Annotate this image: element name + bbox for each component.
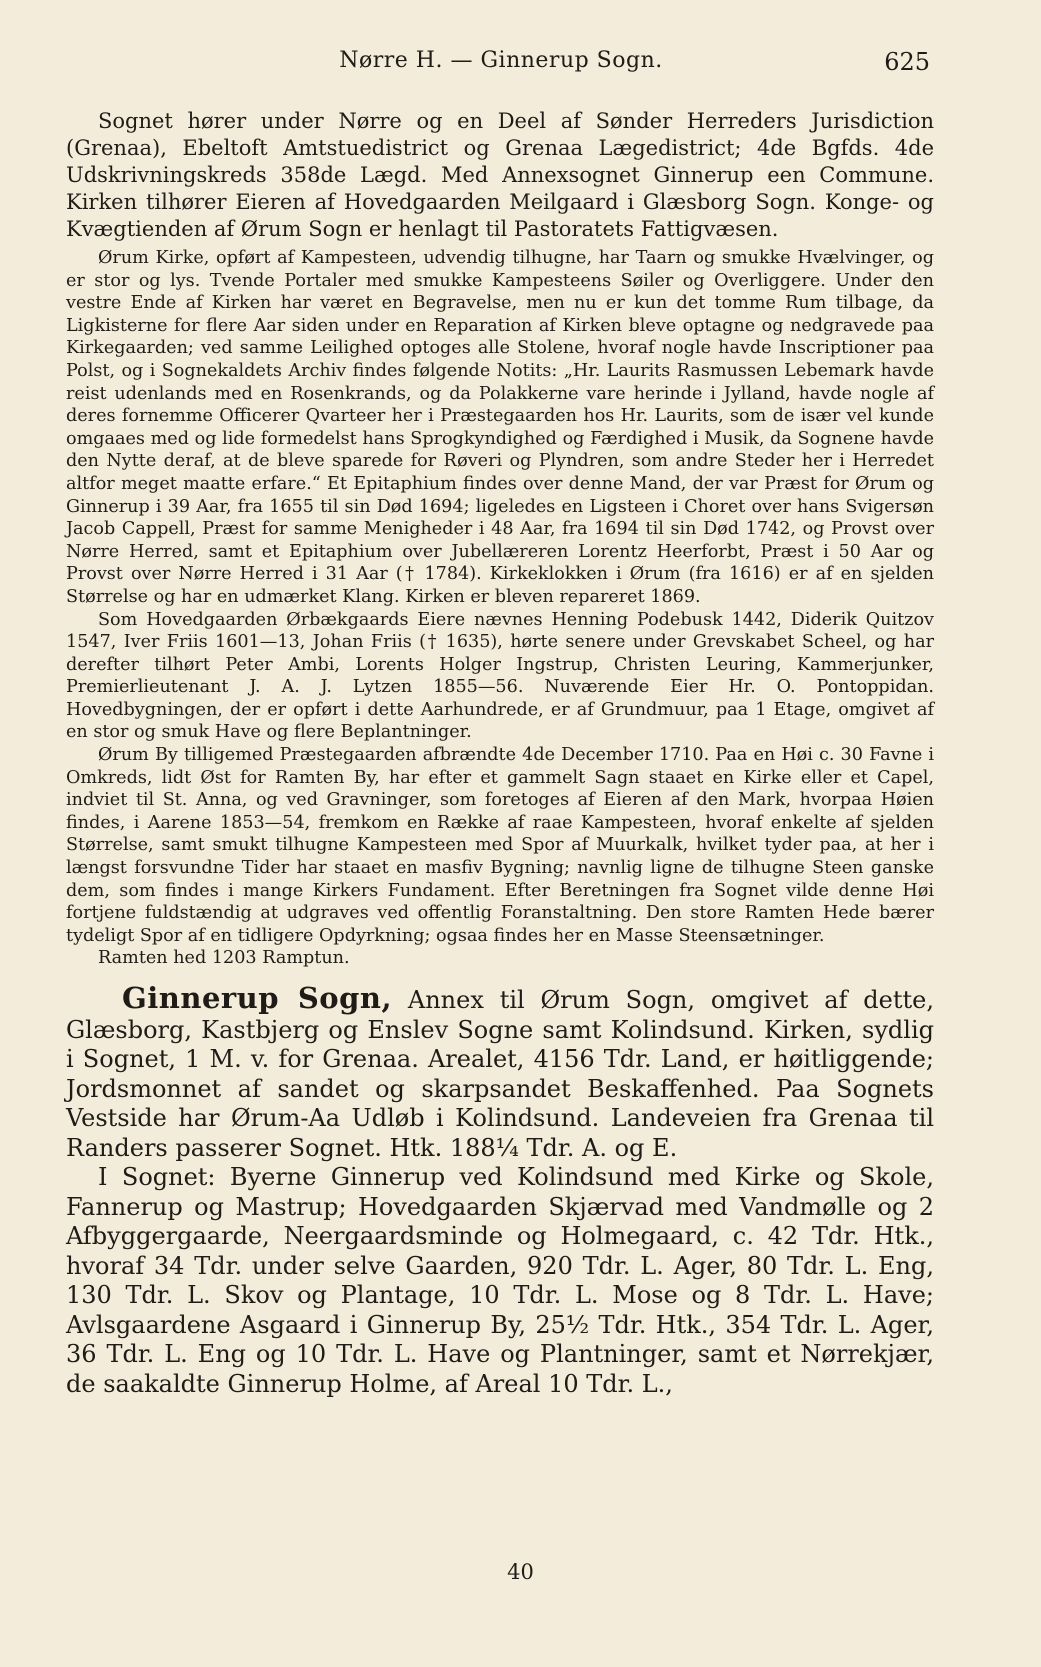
parish-description: Annex til Ørum Sogn, omgivet af dette, Glæsborg, Kastbjerg og Enslev Sogne samt Kolindsund. Kirken, sydlig i Sognet, 1 M. v. for Grenaa. Arealet, 4156 Tdr. Land, er høitliggende; Jordsmonnet af sandet og skarpsandet Beskaffenhed. Paa Sognets Vestside har Ørum-Aa Udløb i Kolindsund. Landeveien fra Grenaa til Randers passerer Sognet. Htk. 188¼ Tdr. A. og E.	[66, 986, 934, 1162]
manor-owners-paragraph: Som Hovedgaarden Ørbækgaards Eiere nævnes Henning Podebusk 1442, Diderik Quitzov 1547, Iver Friis 1601—13, Johan Friis († 1635), hørte senere under Grevskabet Scheel, og har derefter tilhørt Peter Ambi, Lorents Holger Ingstrup, Christen Leuring, Kammerjunker, Premierlieutenant J. A. J. Lytzen 1855—56. Nuværende Eier Hr. O. Pontoppidan. Hovedbygningen, der er opført i dette Aarhundrede, er af Grundmuur, paa 1 Etage, omgivet af en stor og smuk Have og flere Beplantninger.	[66, 609, 934, 743]
parish-villages-paragraph: I Sognet: Byerne Ginnerup ved Kolindsund med Kirke og Skole, Fannerup og Mastrup; Hovedgaarden Skjærvad med Vandmølle og 2 Afbyggergaarde, Neergaardsminde og Holmegaard, c. 42 Tdr. Htk., hvoraf 34 Tdr. under selve Gaarden, 920 Tdr. L. Ager, 80 Tdr. L. Eng, 130 Tdr. L. Skov og Plantage, 10 Tdr. L. Mose og 8 Tdr. L. Have; Avlsgaardene Asgaard i Ginnerup By, 25½ Tdr. Htk., 354 Tdr. L. Ager, 36 Tdr. L. Eng og 10 Tdr. L. Have og Plantninger, samt et Nørrekjær, de saakaldte Ginnerup Holme, af Areal 10 Tdr. L.,	[66, 1163, 934, 1398]
signature-mark: 40	[507, 1560, 534, 1584]
parish-entry-paragraph	[66, 981, 934, 1163]
history-paragraph: Ørum By tilligemed Præstegaarden afbrændte 4de December 1710. Paa en Høi c. 30 Favne i Omkreds, lidt Øst for Ramten By, har efter et gammelt Sagn staaet en Kirke eller et Capel, indviet til St. Anna, og ved Gravninger, som foretoges af Eieren af den Mark, hvorpaa Høien findes, i Aarene 1853—54, fremkom en Række af raae Kampesteen, hvoraf enkelte af sjelden Størrelse, samt smukt tilhugne Kampesteen med Spor af Muurkalk, hvilket tyder paa, at her i længst forsvundne Tider har staaet en masfiv Bygning; navnlig ligne de tilhugne Steen ganske dem, som findes i mange Kirkers Fundament. Efter Beretningen fra Sognet vilde denne Høi fortjene fuldstændig at udgraves ved offentlig Foranstaltning. Den store Ramten Hede bærer tydeligt Spor af en tidligere Opdyrkning; ogsaa findes her en Masse Steensætninger.	[66, 745, 934, 946]
parish-name-heading: Ginnerup Sogn,	[122, 981, 393, 1015]
place-name-paragraph: Ramten hed 1203 Ramptun.	[98, 948, 350, 969]
text-body	[66, 108, 934, 1399]
church-description-paragraph: Ørum Kirke, opført af Kampesteen, udvendig tilhugne, har Taarn og smukke Hvælvinger, og er stor og lys. Tvende Portaler med smukke Kampesteens Søiler og Overliggere. Under den vestre Ende af Kirken har været en Begravelse, men nu er kun det tomme Rum tilbage, da Ligkisterne for flere Aar siden under en Reparation af Kirken bleve optagne og nedgravede paa Kirkegaarden; ved samme Leilighed optoges alle Stolene, hvoraf nogle havde Inscriptioner paa Polst, og i Sognekaldets Archiv findes følgende Notits: „Hr. Laurits Rasmussen Lebemark havde reist udenlands med en Rosenkrands, og da Polakkerne vare herinde i Jylland, havde nogle af deres fornemme Officerer Qvarteer her i Præstegaarden hos Hr. Laurits, som de især vel kunde omgaaes med og lide formedelst hans Sprogkyndighed og Færdighed i Musik, da Sognene havde den Nytte deraf, at de bleve sparede for Røveri og Plyndren, som andre Steder her i Herredet altfor meget maatte erfare.“ Et Epitaphium findes over denne Mand, der var Præst for Ørum og Ginnerup i 39 Aar, fra 1655 til sin Død 1694; ligeledes en Ligsteen i Choret over hans Svigersøn Jacob Cappell, Præst for samme Menigheder i 48 Aar, fra 1694 til sin Død 1742, og Provst over Nørre Herred, samt et Epitaphium over Jubellæreren Lorentz Heerforbt, Præst i 50 Aar og Provst over Nørre Herred i 31 Aar († 1784). Kirkeklokken i Ørum (fra 1616) er af en sjelden Størrelse og har en udmærket Klang. Kirken er bleven repareret 1869.	[66, 248, 934, 607]
running-header	[72, 42, 930, 78]
page-number: 625	[884, 48, 930, 76]
intro-paragraph: Sognet hører under Nørre og en Deel af Sønder Herreders Jurisdiction (Grenaa), Ebeltoft Amtstuedistrict og Grenaa Lægedistrict; 4de Bgfds. 4de Udskrivningskreds 358de Lægd. Med Annexsognet Ginnerup een Commune. Kirken tilhører Eieren af Hovedgaarden Meilgaard i Glæsborg Sogn. Konge- og Kvægtienden af Ørum Sogn er henlagt til Pastoratets Fattigvæsen.	[66, 109, 934, 241]
header-title: Nørre H. — Ginnerup Sogn.	[339, 48, 663, 73]
